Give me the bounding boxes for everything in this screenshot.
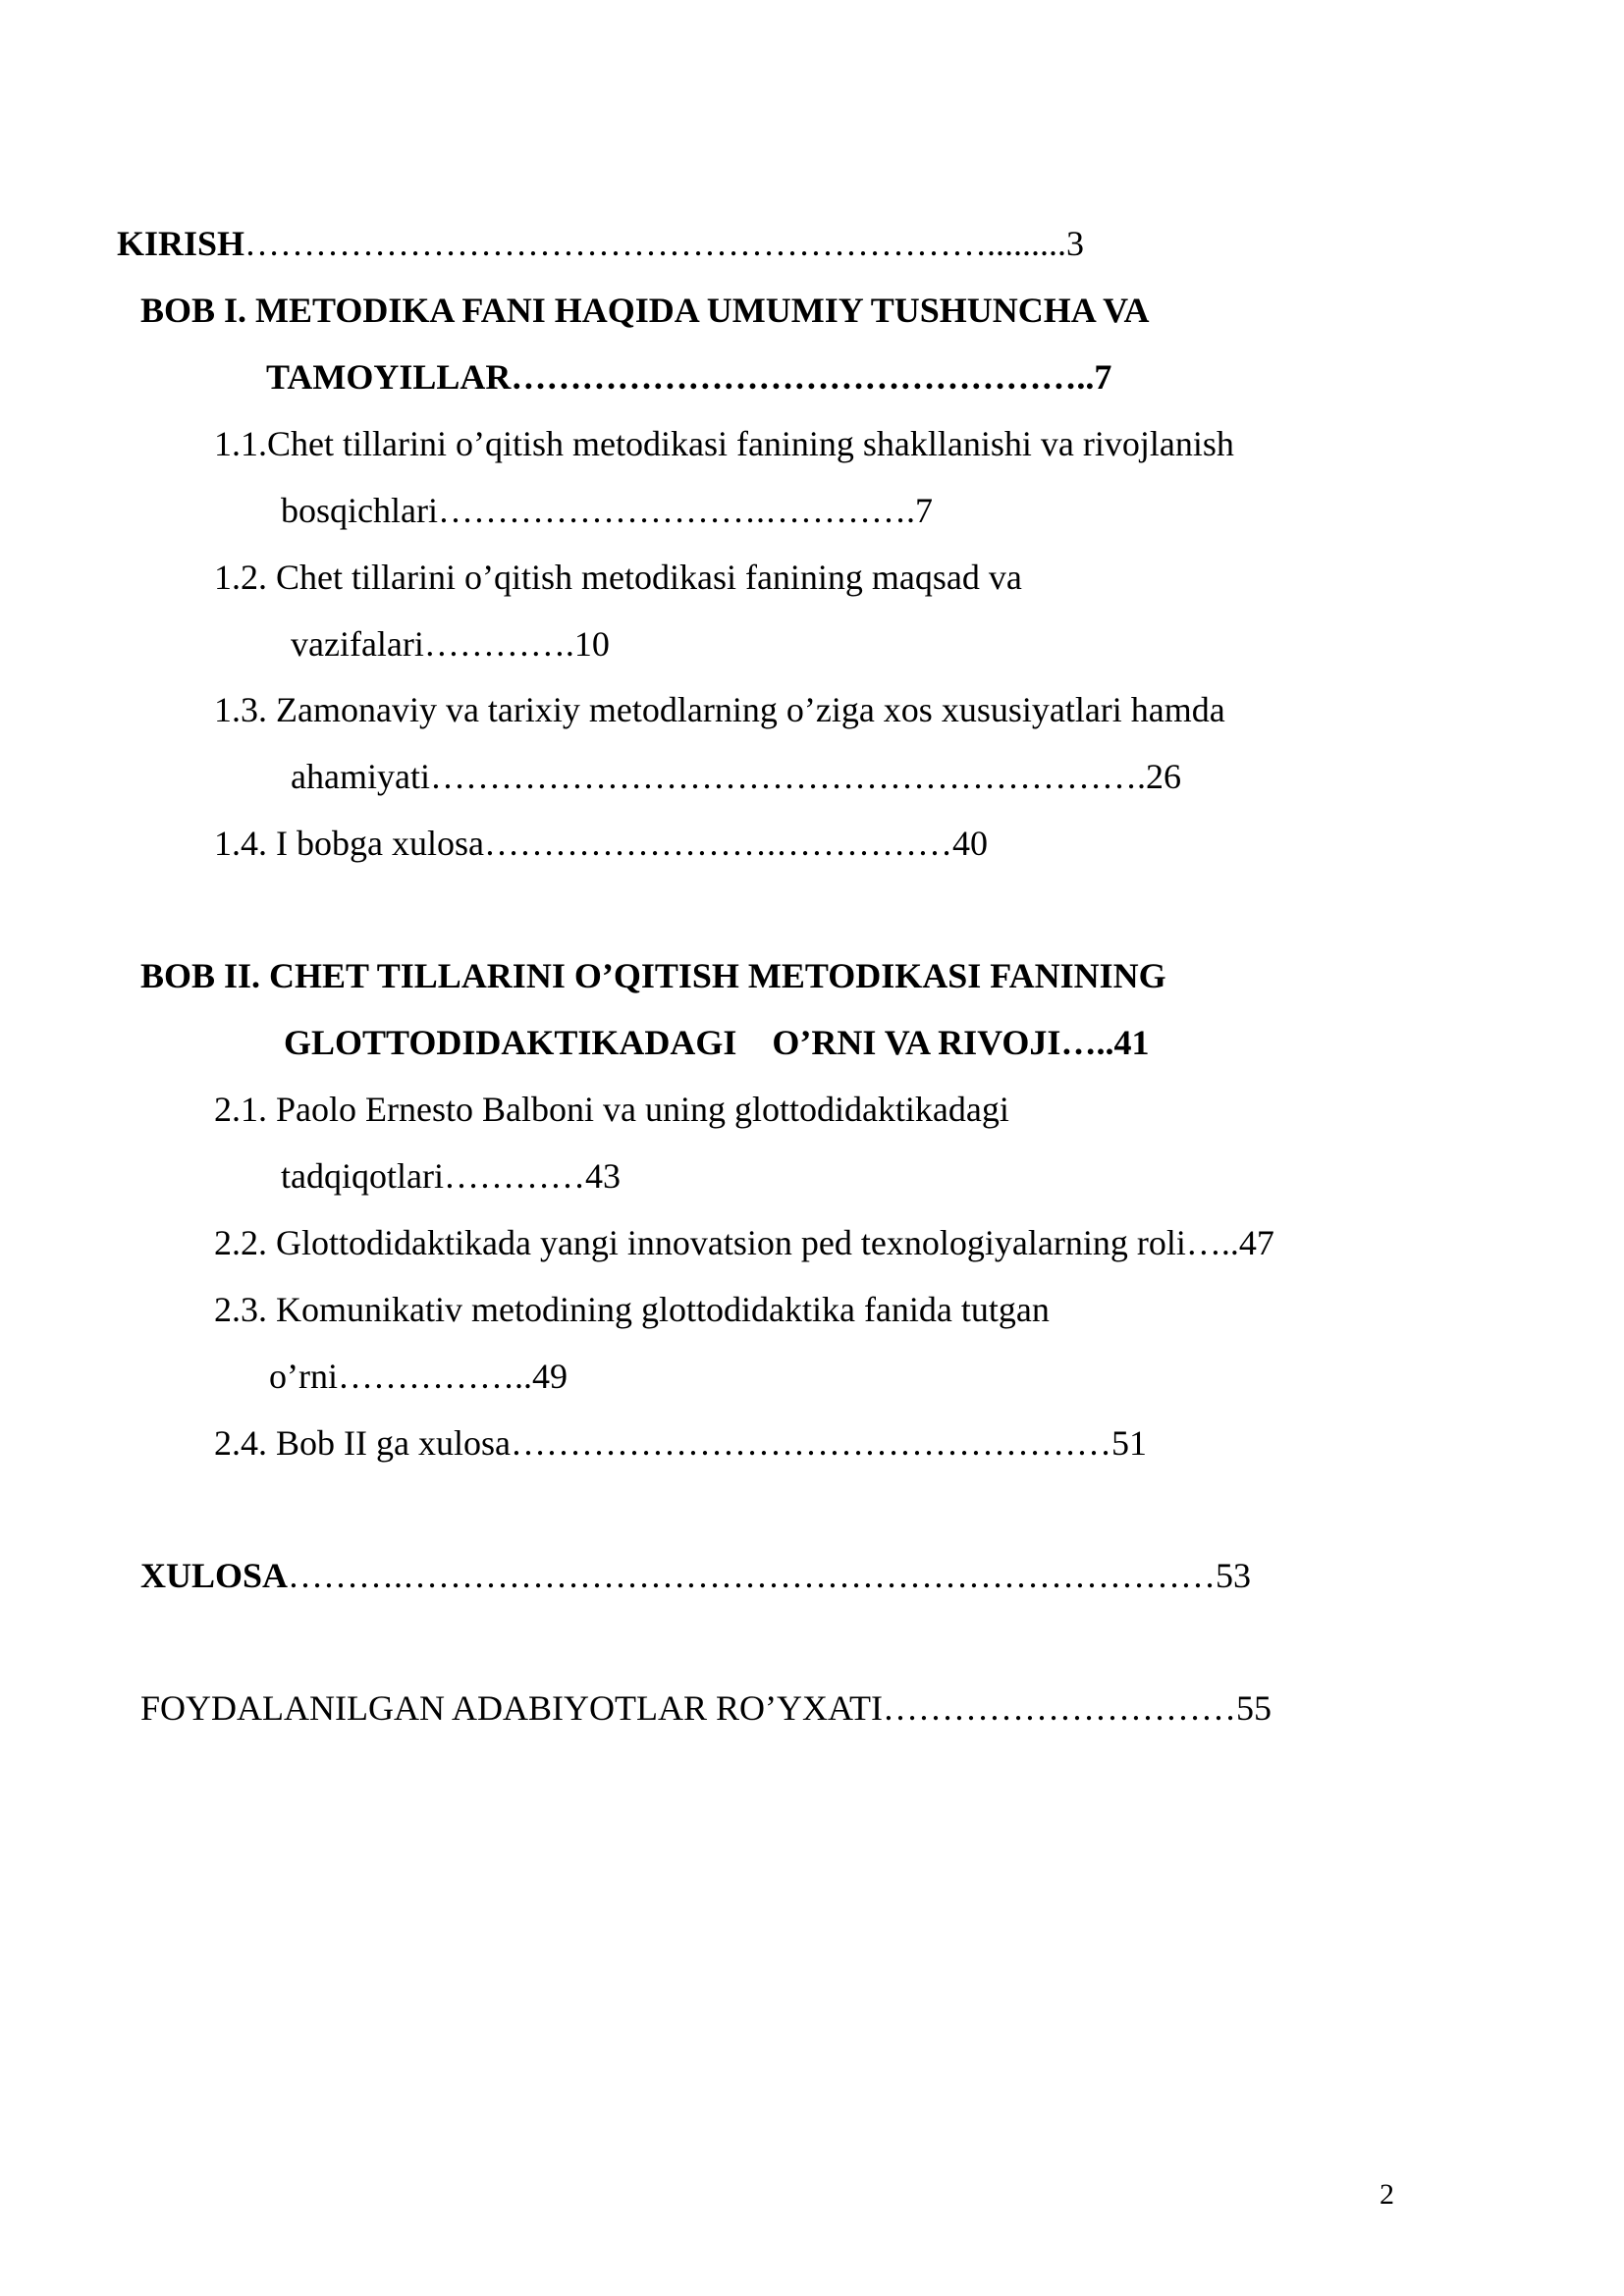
toc-kirish-page: 3	[1066, 224, 1085, 263]
toc-xulosa-page: 53	[1216, 1556, 1252, 1595]
toc-section-1-1-cont: bosqichlari……………………….………….7	[281, 491, 933, 530]
toc-section-1-2: 1.2. Chet tillarini o’qitish metodikasi fanining maqsad va	[214, 558, 1022, 597]
toc-section-1-1: 1.1.Chet tillarini o’qitish metodikasi fanining shakllanishi va rivojlanish	[214, 424, 1234, 463]
toc-xulosa-leader: ……….……………………………………………………………	[288, 1556, 1217, 1595]
toc-kirish-leader: ……………………………………………………….........	[244, 224, 1067, 263]
toc-entry-kirish	[117, 222, 1084, 265]
toc-section-1-2-cont: vazifalari………….10	[291, 624, 610, 664]
toc-chapter-1-title-cont: TAMOYILLAR…………………………………………..7	[266, 357, 1112, 397]
toc-chapter-2-title-cont: GLOTTODIDAKTIKADAGI O’RNI VA RIVOJI…..41	[284, 1023, 1150, 1062]
toc-section-2-3: 2.3. Komunikativ metodining glottodidaktika fanida tutgan	[214, 1290, 1050, 1329]
toc-section-2-1-cont: tadqiqotlari…………43	[281, 1156, 621, 1196]
toc-section-2-1: 2.1. Paolo Ernesto Balboni va uning glottodidaktikadagi	[214, 1090, 1009, 1129]
toc-entry-adabiyotlar: FOYDALANILGAN ADABIYOTLAR RO’YXATI…………………………55	[140, 1688, 1272, 1728]
toc-section-2-4: 2.4. Bob II ga xulosa……………………………………………51	[214, 1423, 1147, 1463]
toc-section-1-3: 1.3. Zamonaviy va tarixiy metodlarning o’ziga xos xususiyatlari hamda	[214, 690, 1225, 729]
toc-section-1-4: 1.4. I bobga xulosa…………………….……………40	[214, 824, 988, 863]
page-number: 2	[1380, 2178, 1394, 2211]
toc-chapter-1-title: BOB I. METODIKA FANI HAQIDA UMUMIY TUSHUNCHA VA	[140, 291, 1150, 330]
toc-section-2-2: 2.2. Glottodidaktikada yangi innovatsion ped texnologiyalarning roli…..47	[214, 1223, 1274, 1262]
toc-section-2-3-cont: o’rni……………..49	[269, 1357, 568, 1396]
toc-kirish-title: KIRISH	[117, 224, 245, 263]
toc-section-1-3-cont: ahamiyati…………………………………………………….26	[291, 757, 1181, 796]
toc-xulosa-title: XULOSA	[140, 1556, 289, 1595]
toc-entry-xulosa	[140, 1554, 1251, 1597]
toc-chapter-2-title: BOB II. CHET TILLARINI O’QITISH METODIKASI FANINING	[140, 956, 1166, 995]
